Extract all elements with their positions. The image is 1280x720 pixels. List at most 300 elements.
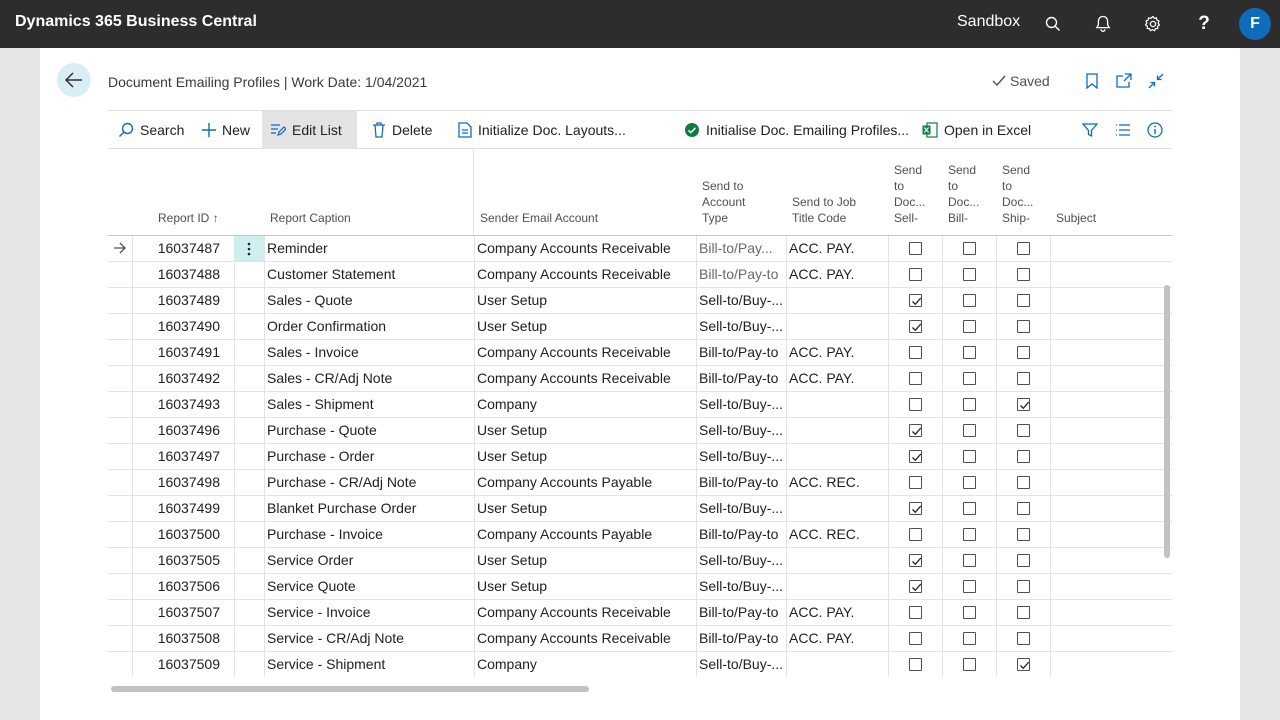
open-new-window-icon[interactable]	[1114, 71, 1134, 91]
column-divider	[696, 574, 697, 599]
column-header-send-to-doc-ship[interactable]	[1002, 162, 1033, 226]
column-divider	[888, 444, 889, 469]
column-divider	[234, 418, 235, 443]
subject-cell[interactable]	[1053, 652, 1163, 677]
subject-cell[interactable]	[1053, 496, 1163, 521]
send-to-account-type-cell[interactable]: Bill-to/Pay-to	[699, 604, 779, 620]
send-to-job-title-code-cell[interactable]	[789, 392, 886, 417]
avatar[interactable]: F	[1239, 8, 1271, 40]
column-divider	[264, 236, 265, 261]
column-divider	[234, 340, 235, 365]
send-to-account-type-cell[interactable]: Bill-to/Pay-to	[699, 266, 779, 282]
check-icon	[992, 75, 1006, 87]
column-divider	[474, 470, 475, 495]
column-divider	[264, 496, 265, 521]
info-icon[interactable]	[1145, 120, 1165, 140]
send-to-account-type-cell[interactable]: Sell-to/Buy-...	[699, 422, 784, 438]
column-divider	[942, 314, 943, 339]
column-divider	[696, 314, 697, 339]
edit-list-button[interactable]	[262, 111, 357, 149]
column-divider	[696, 548, 697, 573]
report-caption-cell[interactable]: Customer Statement	[267, 266, 396, 282]
column-divider	[234, 288, 235, 313]
send-to-doc-ship-checkbox[interactable]	[1017, 528, 1030, 541]
column-divider	[264, 444, 265, 469]
report-id-cell[interactable]: 16037487	[157, 240, 220, 256]
report-caption-cell[interactable]: Purchase - Invoice	[267, 526, 383, 542]
send-to-job-title-code-cell[interactable]: ACC. PAY.	[789, 240, 855, 256]
send-to-job-title-code-cell[interactable]	[789, 288, 886, 313]
send-to-doc-bill-checkbox[interactable]	[963, 450, 976, 463]
subject-cell[interactable]	[1053, 418, 1163, 443]
column-divider	[474, 548, 475, 573]
more-vertical-icon	[247, 242, 251, 256]
report-caption-cell[interactable]: Purchase - Quote	[267, 422, 377, 438]
report-id-cell[interactable]: 16037493	[157, 396, 220, 412]
column-divider	[264, 522, 265, 547]
sender-email-account-cell[interactable]: Company	[477, 396, 537, 412]
bell-icon[interactable]	[1091, 12, 1115, 36]
send-to-doc-ship-checkbox[interactable]	[1017, 424, 1030, 437]
table-row[interactable]	[108, 651, 1172, 677]
report-id-cell[interactable]: 16037500	[157, 526, 220, 542]
column-divider	[474, 418, 475, 443]
column-divider	[888, 314, 889, 339]
report-id-cell[interactable]: 16037506	[157, 578, 220, 594]
send-to-doc-sell-checkbox[interactable]	[909, 424, 922, 437]
send-to-doc-ship-checkbox[interactable]	[1017, 372, 1030, 385]
send-to-doc-bill-checkbox[interactable]	[963, 242, 976, 255]
send-to-doc-ship-checkbox[interactable]	[1017, 502, 1030, 515]
sender-email-account-cell[interactable]: Company Accounts Receivable	[477, 266, 671, 282]
report-id-cell[interactable]: 16037491	[157, 344, 220, 360]
report-id-cell[interactable]: 16037497	[157, 448, 220, 464]
report-caption-cell[interactable]: Sales - Shipment	[267, 396, 374, 412]
column-divider	[696, 626, 697, 651]
send-to-doc-bill-checkbox[interactable]	[963, 632, 976, 645]
excel-icon	[922, 122, 938, 138]
subject-cell[interactable]	[1053, 444, 1163, 469]
delete-button[interactable]	[364, 111, 440, 149]
column-divider	[996, 262, 997, 287]
sender-email-account-cell[interactable]: User Setup	[477, 448, 548, 464]
send-to-job-title-code-cell[interactable]	[789, 444, 886, 469]
sender-email-account-cell[interactable]: Company Accounts Receivable	[477, 370, 671, 386]
column-divider	[942, 626, 943, 651]
subject-cell[interactable]	[1053, 470, 1163, 495]
sender-email-account-cell[interactable]: User Setup	[477, 500, 548, 516]
report-caption-cell[interactable]: Service Order	[267, 552, 354, 568]
report-caption-cell[interactable]: Purchase - CR/Adj Note	[267, 474, 417, 490]
table-row[interactable]	[108, 443, 1172, 469]
sender-email-account-cell[interactable]: Company Accounts Receivable	[477, 604, 671, 620]
report-caption-cell[interactable]: Purchase - Order	[267, 448, 375, 464]
column-divider	[696, 340, 697, 365]
subject-cell[interactable]	[1053, 288, 1163, 313]
send-to-doc-bill-checkbox[interactable]	[963, 372, 976, 385]
report-id-cell[interactable]: 16037492	[157, 370, 220, 386]
top-bar	[0, 0, 1280, 48]
table-row[interactable]	[108, 469, 1172, 495]
send-to-doc-sell-checkbox[interactable]	[909, 554, 922, 567]
report-caption-cell[interactable]: Order Confirmation	[267, 318, 387, 334]
column-divider	[1050, 418, 1051, 443]
send-to-doc-bill-checkbox[interactable]	[963, 294, 976, 307]
header-line: Doc...	[894, 195, 926, 209]
send-to-doc-sell-checkbox[interactable]	[909, 632, 922, 645]
send-to-doc-bill-checkbox[interactable]	[963, 502, 976, 515]
send-to-job-title-code-cell[interactable]: ACC. PAY.	[789, 266, 855, 282]
send-to-doc-bill-checkbox[interactable]	[963, 606, 976, 619]
send-to-doc-ship-checkbox[interactable]	[1017, 554, 1030, 567]
subject-cell[interactable]	[1053, 522, 1163, 547]
app-title[interactable]: Dynamics 365 Business Central	[15, 13, 257, 30]
subject-cell[interactable]	[1053, 392, 1163, 417]
column-divider	[888, 522, 889, 547]
send-to-doc-ship-checkbox[interactable]	[1017, 476, 1030, 489]
column-divider	[264, 340, 265, 365]
column-divider	[1050, 522, 1051, 547]
send-to-account-type-cell[interactable]: Sell-to/Buy-...	[699, 552, 784, 568]
column-divider	[786, 444, 787, 469]
send-to-job-title-code-cell[interactable]: ACC. PAY.	[789, 604, 855, 620]
send-to-account-type-cell[interactable]: Sell-to/Buy-...	[699, 578, 784, 594]
column-divider	[474, 496, 475, 521]
column-divider	[264, 314, 265, 339]
column-header-report-caption[interactable]: Report Caption	[270, 211, 351, 225]
send-to-doc-ship-checkbox[interactable]	[1017, 580, 1030, 593]
column-header-send-to-account-type[interactable]	[702, 178, 745, 226]
header-line: Send	[948, 163, 977, 177]
send-to-doc-sell-checkbox[interactable]	[909, 450, 922, 463]
column-divider	[786, 574, 787, 599]
report-id-cell[interactable]: 16037489	[157, 292, 220, 308]
subject-cell[interactable]	[1053, 548, 1163, 573]
horizontal-scrollbar[interactable]	[111, 686, 589, 692]
column-divider	[942, 548, 943, 573]
send-to-job-title-code-cell[interactable]	[789, 652, 886, 677]
table-row[interactable]	[108, 521, 1172, 547]
report-id-cell[interactable]: 16037509	[157, 656, 220, 672]
column-divider	[996, 470, 997, 495]
search-button[interactable]	[110, 111, 192, 149]
column-divider	[234, 600, 235, 625]
row-actions-button[interactable]	[234, 236, 264, 261]
column-divider	[996, 522, 997, 547]
send-to-doc-ship-checkbox[interactable]	[1017, 268, 1030, 281]
column-divider	[264, 288, 265, 313]
table-row[interactable]	[108, 547, 1172, 573]
column-divider	[234, 392, 235, 417]
send-to-account-type-cell[interactable]: Bill-to/Pay-to	[699, 526, 779, 542]
sender-email-account-cell[interactable]: Company Accounts Receivable	[477, 630, 671, 646]
table-row[interactable]	[108, 599, 1172, 625]
column-divider	[1050, 340, 1051, 365]
report-caption-cell[interactable]: Service - Shipment	[267, 656, 386, 672]
column-divider	[474, 652, 475, 677]
column-divider	[786, 366, 787, 391]
sender-email-account-cell[interactable]: Company	[477, 656, 537, 672]
report-caption-cell[interactable]: Sales - CR/Adj Note	[267, 370, 393, 386]
column-divider	[942, 470, 943, 495]
column-divider	[942, 288, 943, 313]
send-to-doc-sell-checkbox[interactable]	[909, 320, 922, 333]
send-to-doc-sell-checkbox[interactable]	[909, 372, 922, 385]
send-to-account-type-cell[interactable]: Bill-to/Pay-to	[699, 344, 779, 360]
send-to-doc-sell-checkbox[interactable]	[909, 528, 922, 541]
send-to-account-type-cell[interactable]: Bill-to/Pay-to	[699, 370, 779, 386]
table-row[interactable]	[108, 573, 1172, 599]
sender-email-account-cell[interactable]: Company Accounts Receivable	[477, 344, 671, 360]
send-to-doc-bill-checkbox[interactable]	[963, 320, 976, 333]
column-divider	[942, 600, 943, 625]
column-divider	[942, 392, 943, 417]
send-to-job-title-code-cell[interactable]	[789, 418, 886, 443]
subject-cell[interactable]	[1053, 314, 1163, 339]
send-to-doc-ship-checkbox[interactable]	[1017, 398, 1030, 411]
report-id-cell[interactable]: 16037488	[157, 266, 220, 282]
column-divider	[234, 652, 235, 677]
list-view-icon[interactable]	[1113, 120, 1133, 140]
column-divider	[1050, 366, 1051, 391]
send-to-account-type-cell[interactable]: Sell-to/Buy-...	[699, 292, 784, 308]
column-divider	[942, 652, 943, 677]
column-divider	[786, 626, 787, 651]
send-to-doc-bill-checkbox[interactable]	[963, 424, 976, 437]
saved-status	[992, 73, 1050, 89]
send-to-doc-ship-checkbox[interactable]	[1017, 294, 1030, 307]
page-container	[40, 48, 1240, 720]
send-to-doc-sell-checkbox[interactable]	[909, 242, 922, 255]
send-to-account-type-cell[interactable]: Sell-to/Buy-...	[699, 396, 784, 412]
sender-email-account-cell[interactable]: Company Accounts Payable	[477, 474, 653, 490]
table-row[interactable]	[108, 339, 1172, 365]
send-to-job-title-code-cell[interactable]: ACC. REC.	[789, 526, 860, 542]
send-to-doc-bill-checkbox[interactable]	[963, 346, 976, 359]
back-button[interactable]	[57, 63, 91, 97]
report-id-header-label: Report ID	[158, 211, 210, 225]
current-row-arrow-icon	[113, 242, 127, 254]
send-to-doc-sell-checkbox[interactable]	[909, 658, 922, 671]
send-to-doc-sell-checkbox[interactable]	[909, 606, 922, 619]
subject-cell[interactable]	[1053, 600, 1163, 625]
document-layout-icon	[458, 122, 472, 138]
header-line: to	[948, 179, 959, 193]
subject-cell[interactable]	[1053, 366, 1163, 391]
column-divider	[1050, 626, 1051, 651]
send-to-job-title-code-cell[interactable]: ACC. PAY.	[789, 344, 855, 360]
column-divider	[888, 626, 889, 651]
send-to-doc-sell-checkbox[interactable]	[909, 294, 922, 307]
send-to-doc-sell-checkbox[interactable]	[909, 476, 922, 489]
column-divider	[996, 392, 997, 417]
header-line: Send	[894, 163, 923, 177]
send-to-doc-bill-checkbox[interactable]	[963, 554, 976, 567]
send-to-doc-sell-checkbox[interactable]	[909, 346, 922, 359]
column-divider	[786, 652, 787, 677]
column-divider	[786, 496, 787, 521]
header-line: Send	[1002, 163, 1031, 177]
subject-cell[interactable]	[1053, 574, 1163, 599]
send-to-account-type-cell[interactable]: Sell-to/Buy-...	[699, 318, 784, 334]
column-divider	[888, 496, 889, 521]
send-to-doc-ship-checkbox[interactable]	[1017, 658, 1030, 671]
report-caption-cell[interactable]: Reminder	[267, 240, 328, 256]
column-divider	[474, 314, 475, 339]
send-to-job-title-code-cell[interactable]	[789, 548, 886, 573]
header-line: Bill-	[948, 211, 968, 225]
table-row[interactable]	[108, 495, 1172, 521]
send-to-doc-sell-checkbox[interactable]	[909, 580, 922, 593]
vertical-scrollbar[interactable]	[1164, 285, 1170, 558]
send-to-job-title-code-cell[interactable]: ACC. REC.	[789, 474, 860, 490]
send-to-doc-bill-checkbox[interactable]	[963, 476, 976, 489]
table-row[interactable]	[108, 417, 1172, 443]
action-bar	[108, 111, 1172, 149]
send-to-doc-ship-checkbox[interactable]	[1017, 320, 1030, 333]
send-to-job-title-code-cell[interactable]: ACC. PAY.	[789, 370, 855, 386]
bookmark-icon[interactable]	[1082, 71, 1102, 91]
report-id-cell[interactable]: 16037498	[157, 474, 220, 490]
report-caption-cell[interactable]: Service - Invoice	[267, 604, 371, 620]
send-to-doc-bill-checkbox[interactable]	[963, 658, 976, 671]
gear-icon[interactable]	[1141, 12, 1165, 36]
report-caption-cell[interactable]: Service Quote	[267, 578, 356, 594]
report-id-cell[interactable]: 16037490	[157, 318, 220, 334]
column-divider	[888, 574, 889, 599]
column-divider	[1050, 600, 1051, 625]
edit-list-label: Edit List	[292, 122, 342, 138]
send-to-doc-ship-checkbox[interactable]	[1017, 606, 1030, 619]
send-to-doc-ship-checkbox[interactable]	[1017, 242, 1030, 255]
sender-email-account-cell[interactable]: User Setup	[477, 292, 548, 308]
environment-name: Sandbox	[957, 13, 1021, 30]
page-title: Document Emailing Profiles | Work Date: 1/04/2021	[108, 74, 428, 90]
filter-icon[interactable]	[1080, 120, 1100, 140]
send-to-job-title-code-cell[interactable]	[789, 574, 886, 599]
open-in-excel-button[interactable]	[914, 111, 1039, 149]
send-to-job-title-code-cell[interactable]: ACC. PAY.	[789, 630, 855, 646]
column-header-send-to-doc-sell[interactable]	[894, 162, 925, 226]
trash-icon	[372, 122, 386, 138]
column-divider	[1050, 652, 1051, 677]
send-to-job-title-code-cell[interactable]	[789, 496, 886, 521]
send-to-doc-bill-checkbox[interactable]	[963, 268, 976, 281]
sender-email-account-cell[interactable]: User Setup	[477, 422, 548, 438]
sender-email-account-cell[interactable]: User Setup	[477, 578, 548, 594]
report-caption-cell[interactable]: Service - CR/Adj Note	[267, 630, 404, 646]
column-divider	[942, 236, 943, 261]
column-divider	[786, 548, 787, 573]
report-id-cell[interactable]: 16037505	[157, 552, 220, 568]
column-header-send-to-job-title-code[interactable]	[792, 194, 856, 226]
subject-cell[interactable]	[1053, 262, 1163, 287]
send-to-doc-ship-checkbox[interactable]	[1017, 632, 1030, 645]
subject-cell[interactable]	[1053, 236, 1163, 261]
send-to-account-type-cell[interactable]: Sell-to/Buy-...	[699, 448, 784, 464]
column-divider	[996, 548, 997, 573]
report-id-cell[interactable]: 16037507	[157, 604, 220, 620]
send-to-account-type-cell[interactable]: Sell-to/Buy-...	[699, 656, 784, 672]
send-to-doc-bill-checkbox[interactable]	[963, 580, 976, 593]
send-to-doc-sell-checkbox[interactable]	[909, 268, 922, 281]
column-header-send-to-doc-bill[interactable]	[948, 162, 979, 226]
column-divider	[696, 236, 697, 261]
send-to-job-title-code-cell[interactable]	[789, 314, 886, 339]
subject-cell[interactable]	[1053, 626, 1163, 651]
column-divider	[996, 288, 997, 313]
send-to-doc-ship-checkbox[interactable]	[1017, 450, 1030, 463]
table-row[interactable]	[108, 625, 1172, 651]
sender-email-account-cell[interactable]: User Setup	[477, 552, 548, 568]
table-row[interactable]	[108, 261, 1172, 287]
edit-list-icon	[270, 123, 286, 137]
report-caption-cell[interactable]: Sales - Quote	[267, 292, 353, 308]
report-id-cell[interactable]: 16037496	[157, 422, 220, 438]
sender-email-account-cell[interactable]: Company Accounts Receivable	[477, 240, 671, 256]
table-row[interactable]	[108, 391, 1172, 417]
send-to-account-type-cell[interactable]: Bill-to/Pay-to	[699, 630, 779, 646]
help-icon[interactable]: ?	[1198, 13, 1210, 34]
header-separator	[473, 149, 474, 235]
table-row[interactable]	[108, 365, 1172, 391]
header-line: Sell-	[894, 211, 919, 225]
table-row[interactable]	[108, 235, 1172, 261]
report-id-cell[interactable]: 16037508	[157, 630, 220, 646]
initialize-doc-layouts-button[interactable]	[450, 111, 634, 149]
column-divider	[888, 392, 889, 417]
send-to-account-type-cell[interactable]: Sell-to/Buy-...	[699, 500, 784, 516]
column-divider	[786, 314, 787, 339]
column-divider	[942, 262, 943, 287]
header-line: Account	[702, 195, 746, 209]
column-divider	[234, 548, 235, 573]
table-row[interactable]	[108, 287, 1172, 313]
column-divider	[474, 600, 475, 625]
report-caption-cell[interactable]: Blanket Purchase Order	[267, 500, 417, 516]
column-header-sender-email-account[interactable]: Sender Email Account	[480, 211, 599, 225]
sender-email-account-cell[interactable]: User Setup	[477, 318, 548, 334]
collapse-icon[interactable]	[1146, 71, 1166, 91]
send-to-doc-bill-checkbox[interactable]	[963, 398, 976, 411]
report-caption-cell[interactable]: Sales - Invoice	[267, 344, 359, 360]
send-to-account-type-cell[interactable]: Bill-to/Pay-to	[699, 474, 779, 490]
search-icon[interactable]	[1041, 12, 1065, 36]
send-to-account-type-cell[interactable]: Bill-to/Pay...	[699, 240, 773, 256]
open-in-excel-label: Open in Excel	[944, 122, 1032, 138]
send-to-doc-bill-checkbox[interactable]	[963, 528, 976, 541]
new-button[interactable]	[194, 111, 258, 149]
column-divider	[474, 392, 475, 417]
send-to-doc-ship-checkbox[interactable]	[1017, 346, 1030, 359]
column-divider	[474, 444, 475, 469]
column-divider	[234, 574, 235, 599]
column-header-subject[interactable]: Subject	[1056, 211, 1097, 225]
column-divider	[696, 262, 697, 287]
header-line: Doc...	[948, 195, 980, 209]
report-id-cell[interactable]: 16037499	[157, 500, 220, 516]
subject-cell[interactable]	[1053, 340, 1163, 365]
column-header-report-id[interactable]	[158, 210, 219, 226]
column-divider	[1050, 574, 1051, 599]
table-row[interactable]	[108, 313, 1172, 339]
send-to-doc-sell-checkbox[interactable]	[909, 502, 922, 515]
initialise-doc-emailing-profiles-button[interactable]	[676, 111, 917, 149]
send-to-doc-sell-checkbox[interactable]	[909, 398, 922, 411]
column-divider	[1050, 496, 1051, 521]
saved-label: Saved	[1010, 73, 1050, 89]
sender-email-account-cell[interactable]: Company Accounts Payable	[477, 526, 653, 542]
